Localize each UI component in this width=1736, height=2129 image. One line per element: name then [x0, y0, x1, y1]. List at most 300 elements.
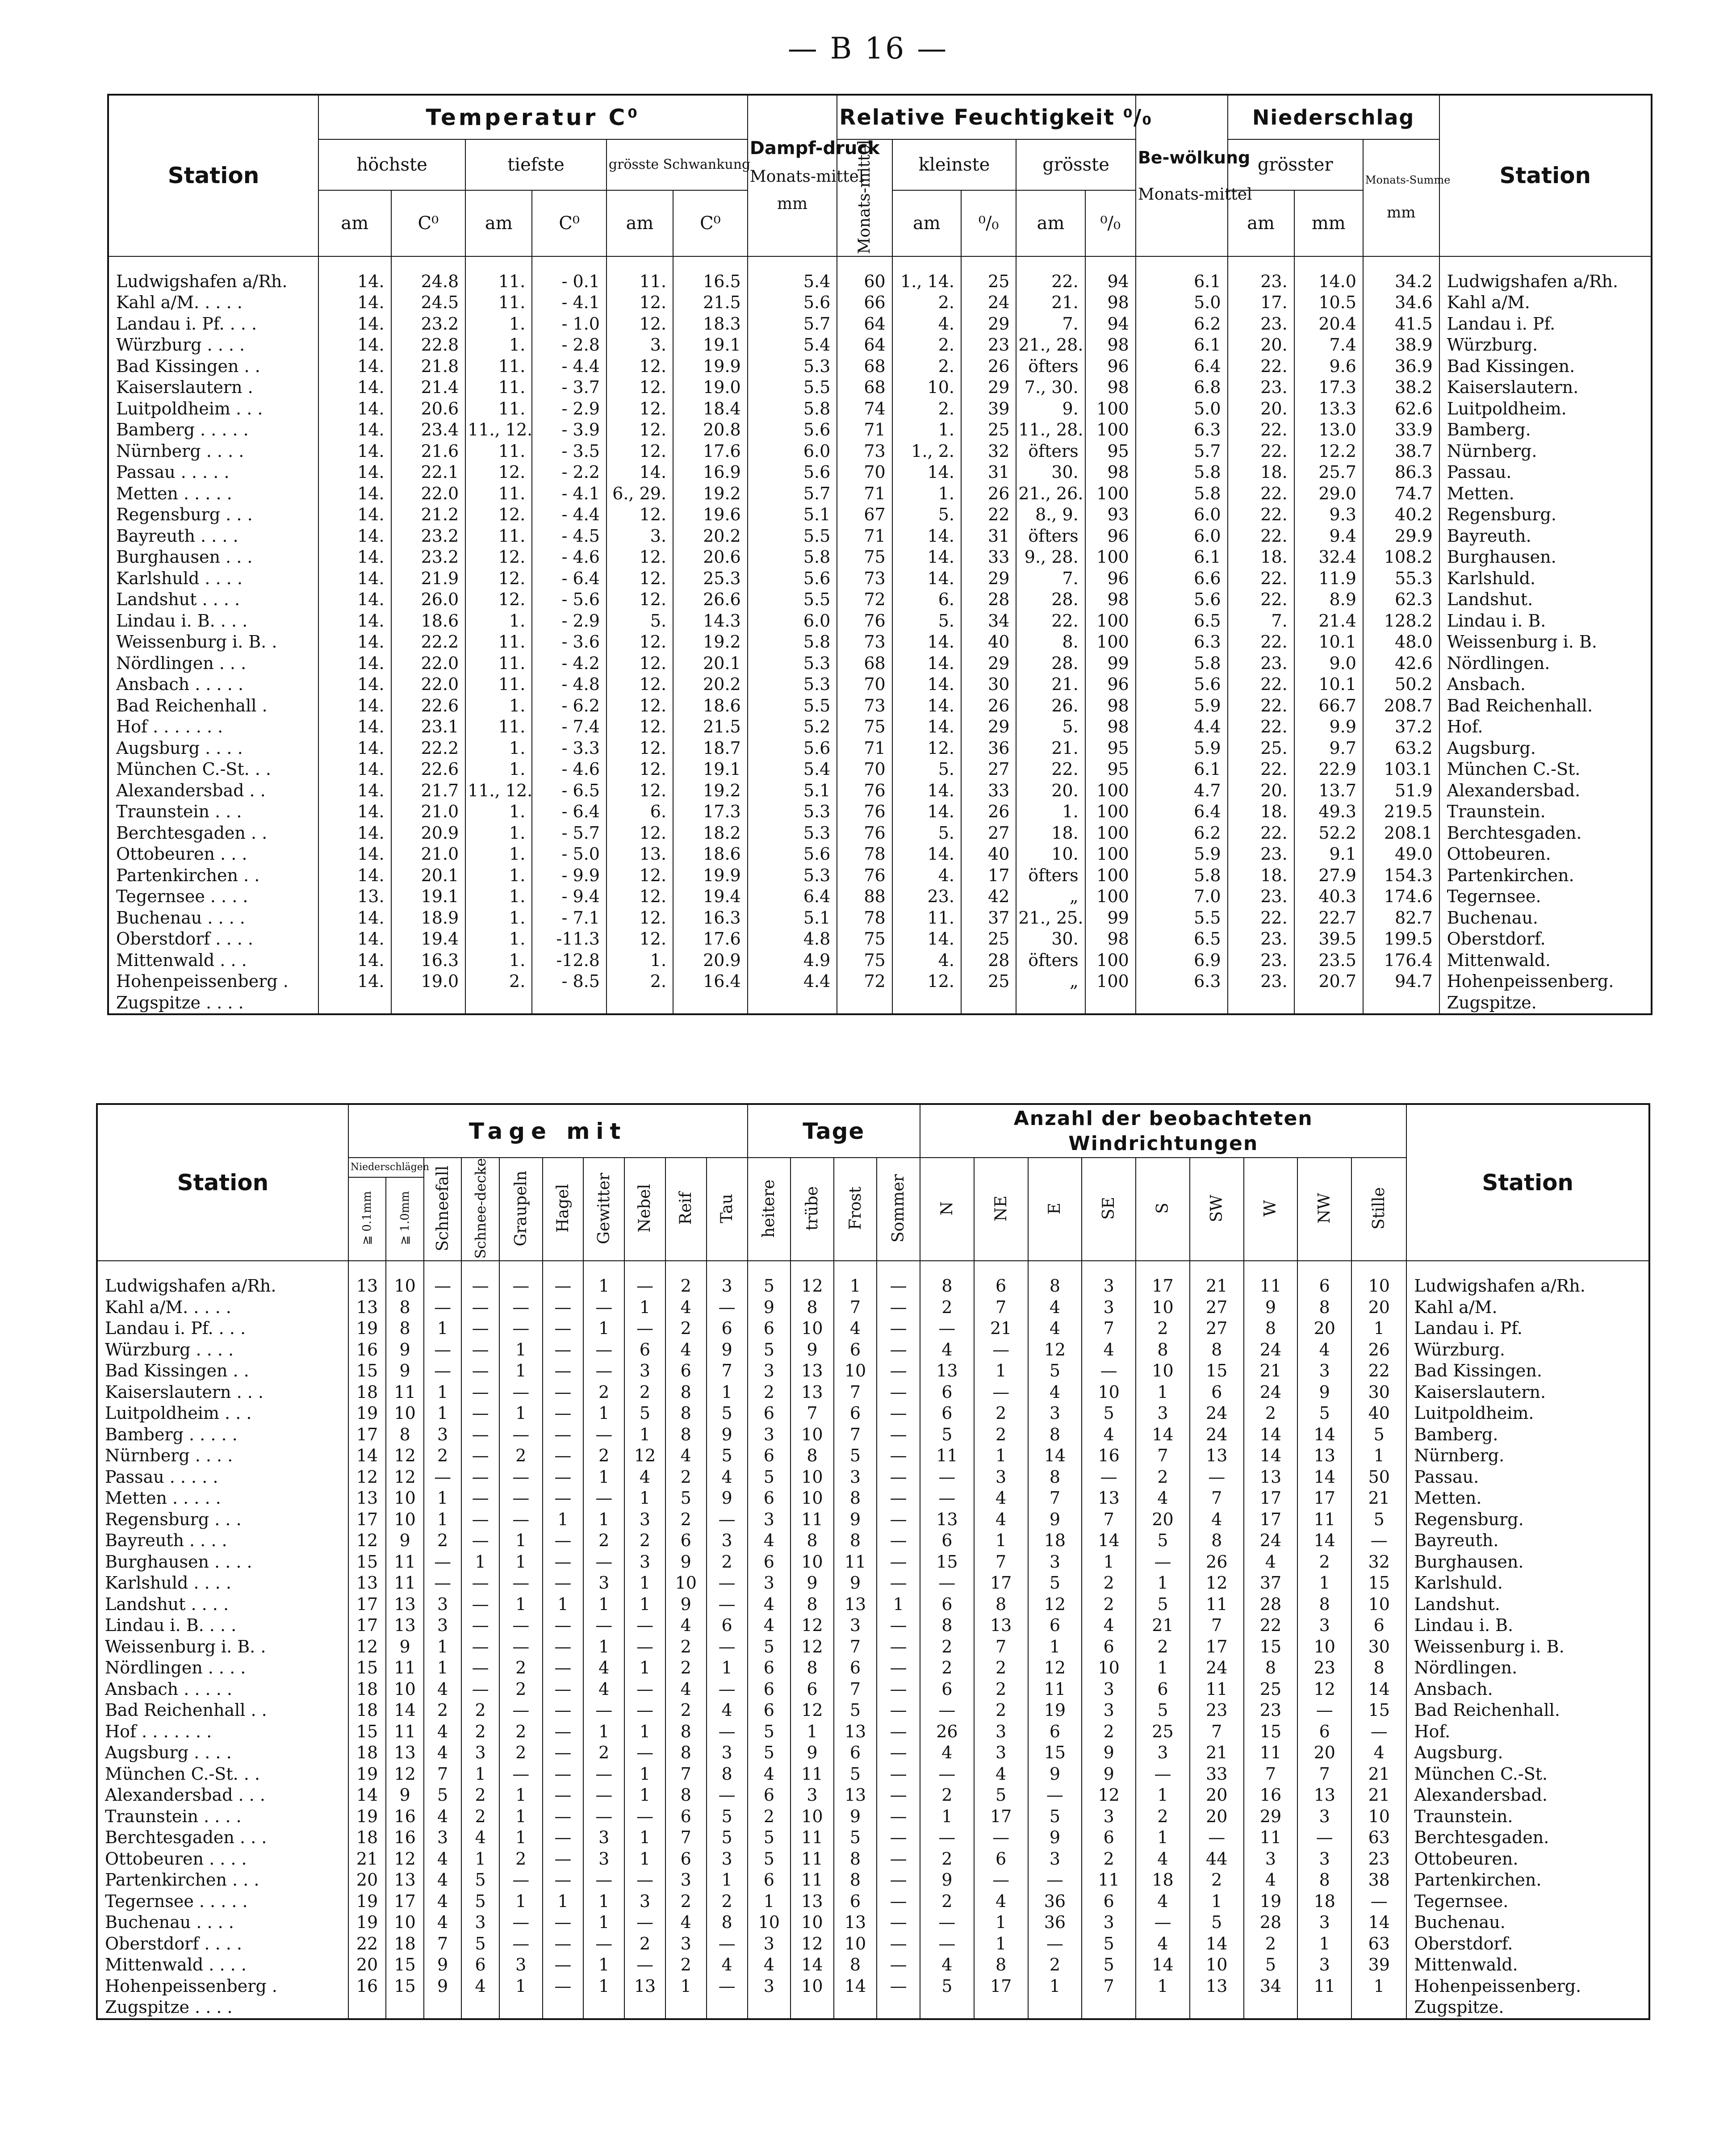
table-cell: 1.: [465, 738, 532, 759]
table-cell: 8: [1297, 1297, 1351, 1318]
wind-n-label: N: [937, 1201, 956, 1216]
table-cell: 154.3: [1363, 865, 1439, 887]
table-cell: 1.: [465, 886, 532, 908]
table-cell: 11.: [465, 292, 532, 314]
table-cell: 15: [1351, 1573, 1406, 1594]
station-name-cell: Landau i. Pf. . . .: [108, 314, 318, 335]
table-cell: 14.: [318, 419, 391, 441]
table-row: [108, 929, 1652, 950]
table-cell: 12: [624, 1445, 665, 1467]
station-name-cell: Nürnberg . . . .: [108, 441, 318, 462]
table-cell: 26.: [1016, 695, 1085, 717]
table-cell: 2: [1136, 1636, 1190, 1658]
table-cell: 18.: [1228, 547, 1294, 568]
table-cell: 15: [348, 1657, 386, 1679]
station-name-cell: München C.-St.: [1406, 1764, 1649, 1785]
table-cell: -11.3: [532, 929, 607, 950]
table-row: [97, 1261, 1649, 1297]
table-cell: 1: [1351, 1445, 1406, 1467]
station-name-cell: Hof . . . . . . .: [97, 1721, 348, 1743]
table-cell: 3: [424, 1424, 462, 1446]
table-cell: 20.8: [673, 419, 748, 441]
table-cell: 100: [1085, 419, 1136, 441]
table-cell: 6.0: [1136, 504, 1228, 526]
table-row: [108, 589, 1652, 611]
table-cell: 9.9: [1294, 716, 1363, 738]
table-cell: 23.1: [391, 716, 466, 738]
monats-summe-label: Monats-Summe: [1365, 173, 1451, 186]
table-cell: 6: [1351, 1615, 1406, 1636]
table-row: [97, 1594, 1649, 1615]
table-cell: 26: [961, 695, 1016, 717]
table-cell: 2: [424, 1700, 462, 1721]
table-cell: 10: [386, 1403, 424, 1424]
table-cell: 5.6: [748, 419, 837, 441]
table-cell: 18.: [1228, 801, 1294, 823]
table-cell: 3: [624, 1509, 665, 1531]
table-cell: 23.2: [391, 526, 466, 547]
table-cell: 27: [961, 759, 1016, 780]
table-cell: 13: [834, 1594, 877, 1615]
table-cell: —: [543, 1933, 584, 1955]
table-cell: 1.: [465, 335, 532, 356]
table-cell: 4: [665, 1339, 707, 1361]
table-cell: 78: [837, 844, 892, 865]
table-cell: 21.2: [391, 504, 466, 526]
table-cell: 75: [837, 716, 892, 738]
table-cell: - 1.0: [532, 314, 607, 335]
table-cell: 7: [834, 1382, 877, 1403]
table-cell: 32: [961, 441, 1016, 462]
table-cell: 20.4: [1294, 314, 1363, 335]
table-cell: 3: [1297, 1615, 1351, 1636]
table-row: [108, 441, 1652, 462]
table-row: [108, 780, 1652, 802]
table-cell: 14.: [318, 908, 391, 929]
table-cell: 12: [386, 1467, 424, 1488]
table-cell: 13: [386, 1615, 424, 1636]
table-cell: —: [543, 1318, 584, 1339]
table-cell: 10: [791, 1912, 834, 1933]
station-name-cell: Regensburg.: [1406, 1509, 1649, 1531]
t2-header-niederschlaegen: Niederschlägen: [348, 1158, 424, 1177]
table-cell: 6: [1190, 1382, 1244, 1403]
table-cell: 1: [624, 1785, 665, 1806]
table-cell: —: [499, 1912, 543, 1933]
table-cell: 14: [348, 1445, 386, 1467]
table-cell: 15: [1244, 1636, 1298, 1658]
table-cell: —: [974, 1382, 1028, 1403]
table-cell: 5: [974, 1785, 1028, 1806]
table-cell: [1297, 1997, 1351, 2019]
table-cell: 2: [1082, 1849, 1136, 1870]
table-cell: [707, 1997, 748, 2019]
table-cell: 24: [1244, 1530, 1298, 1552]
table-cell: 40: [961, 632, 1016, 653]
table-cell: 1: [461, 1552, 499, 1573]
table-row: [108, 865, 1652, 887]
table-cell: 2: [499, 1445, 543, 1467]
table-cell: 98: [1085, 462, 1136, 483]
table-cell: 5.3: [748, 801, 837, 823]
table-row: [97, 1827, 1649, 1849]
table-cell: 11.: [465, 674, 532, 695]
table-cell: 17: [1297, 1488, 1351, 1509]
dampfdruck-mm: mm: [777, 195, 808, 213]
table-cell: 4: [1082, 1615, 1136, 1636]
table-cell: 5: [748, 1827, 791, 1849]
table-cell: —: [583, 1424, 624, 1446]
table-cell: - 9.4: [532, 886, 607, 908]
table-cell: 8: [665, 1382, 707, 1403]
table-cell: —: [877, 1891, 920, 1912]
table-cell: 1: [424, 1488, 462, 1509]
table-cell: 12.: [607, 377, 673, 398]
table-cell: 7: [974, 1636, 1028, 1658]
table-cell: - 7.4: [532, 716, 607, 738]
station-name-cell: Buchenau . . . .: [97, 1912, 348, 1933]
table-cell: 17.3: [1294, 377, 1363, 398]
table-cell: 5.3: [748, 865, 837, 887]
page-number: — B 16 —: [787, 31, 949, 66]
table-cell: 4: [461, 1827, 499, 1849]
table-row: [108, 526, 1652, 547]
table-cell: 11.: [465, 356, 532, 377]
table-cell: 33: [1190, 1764, 1244, 1785]
table-cell: 1: [624, 1424, 665, 1446]
station-name-cell: Alexandersbad . .: [108, 780, 318, 802]
table-cell: [348, 1997, 386, 2019]
table-cell: 21., 26.: [1016, 483, 1085, 505]
table-cell: 32: [1351, 1552, 1406, 1573]
table-cell: 7: [1190, 1615, 1244, 1636]
table-cell: —: [877, 1509, 920, 1531]
table-cell: 8: [1028, 1424, 1082, 1446]
table-cell: 5: [834, 1700, 877, 1721]
table-cell: 5: [748, 1467, 791, 1488]
table-cell: 3: [1082, 1261, 1136, 1297]
table-cell: 11: [920, 1445, 974, 1467]
table-cell: 1.: [607, 950, 673, 971]
table-cell: 6: [920, 1382, 974, 1403]
table-cell: 6.4: [1136, 356, 1228, 377]
table-cell: 2: [583, 1382, 624, 1403]
table-cell: 8: [1190, 1339, 1244, 1361]
table-row: [97, 1403, 1649, 1424]
table-cell: 100: [1085, 780, 1136, 802]
table-cell: 7: [1297, 1764, 1351, 1785]
table-cell: 17.6: [673, 929, 748, 950]
table-cell: 6: [1136, 1679, 1190, 1700]
table-cell: 100: [1085, 398, 1136, 420]
table-cell: 8: [1244, 1657, 1298, 1679]
table-cell: 18.: [1016, 823, 1085, 844]
table-cell: 10: [386, 1488, 424, 1509]
table-cell: 2: [1082, 1721, 1136, 1743]
table-cell: 2: [748, 1382, 791, 1403]
table-cell: 2: [424, 1445, 462, 1467]
table-cell: —: [920, 1933, 974, 1955]
table-cell: 5.4: [748, 335, 837, 356]
table-cell: 40: [961, 844, 1016, 865]
table-cell: 18: [386, 1933, 424, 1955]
table-cell: 4: [665, 1679, 707, 1700]
table-cell: 14.: [318, 801, 391, 823]
table-cell: 6.6: [1136, 568, 1228, 590]
t2-col-schneefall: [424, 1158, 462, 1261]
table-cell: 9: [707, 1339, 748, 1361]
table-cell: 1.: [465, 759, 532, 780]
table-cell: 1: [1136, 1785, 1190, 1806]
table-cell: 4: [665, 1912, 707, 1933]
table-cell: 1: [974, 1445, 1028, 1467]
table-cell: 95: [1085, 759, 1136, 780]
table-cell: —: [624, 1742, 665, 1764]
table-cell: 7: [974, 1552, 1028, 1573]
table-cell: 24.5: [391, 292, 466, 314]
t2-header-tage-mit: Tage mit: [348, 1104, 748, 1158]
station-name-cell: Hof.: [1439, 716, 1652, 738]
table-cell: 7: [834, 1297, 877, 1318]
table-cell: öfters: [1016, 441, 1085, 462]
table-cell: 5.: [892, 611, 961, 632]
table-cell: 1: [624, 1827, 665, 1849]
table-cell: 95: [1085, 441, 1136, 462]
table-cell: 9: [748, 1297, 791, 1318]
table-cell: 6.0: [748, 611, 837, 632]
table-cell: 5.0: [1136, 292, 1228, 314]
table-cell: - 4.4: [532, 356, 607, 377]
table-cell: 52.2: [1294, 823, 1363, 844]
table-cell: 19.0: [391, 971, 466, 992]
table-row: [97, 1360, 1649, 1382]
table-cell: 62.6: [1363, 398, 1439, 420]
table-row: [97, 1530, 1649, 1552]
table-cell: 18.3: [673, 314, 748, 335]
table-row: [108, 568, 1652, 590]
table-cell: 5: [707, 1827, 748, 1849]
table-cell: 76: [837, 823, 892, 844]
table-cell: —: [583, 1615, 624, 1636]
table-cell: 8: [707, 1912, 748, 1933]
table-row: [108, 256, 1652, 293]
table-cell: 26.0: [391, 589, 466, 611]
table-cell: 12: [1028, 1339, 1082, 1361]
station-name-cell: Lindau i. B.: [1406, 1615, 1649, 1636]
col-niederschlag-mm: mm: [1294, 190, 1363, 256]
table-cell: —: [877, 1721, 920, 1743]
t2-col-n: [920, 1158, 974, 1261]
table-cell: 2: [748, 1806, 791, 1828]
table-cell: 20: [1297, 1318, 1351, 1339]
table-cell: 8: [386, 1424, 424, 1446]
table-cell: —: [461, 1424, 499, 1446]
table-cell: 14.: [318, 504, 391, 526]
table-cell: 5.6: [748, 292, 837, 314]
table-cell: 10: [791, 1976, 834, 1997]
table-cell: —: [499, 1764, 543, 1785]
table-cell: 2.: [892, 292, 961, 314]
table-cell: 5.6: [1136, 674, 1228, 695]
t2-col-nebel: [624, 1158, 665, 1261]
table-cell: 22.0: [391, 653, 466, 674]
table-row: [108, 483, 1652, 505]
table-cell: 73: [837, 568, 892, 590]
table-cell: 3: [1082, 1297, 1136, 1318]
table-cell: 73: [837, 632, 892, 653]
table-cell: 17: [348, 1424, 386, 1446]
table-cell: 26: [1190, 1552, 1244, 1573]
table-cell: 2.: [892, 398, 961, 420]
table-cell: 108.2: [1363, 547, 1439, 568]
table-cell: 17: [1244, 1488, 1298, 1509]
table-cell: —: [877, 1297, 920, 1318]
table-cell: 23: [1297, 1657, 1351, 1679]
table-cell: 63: [1351, 1827, 1406, 1849]
table-cell: 11.: [465, 483, 532, 505]
wind-ne-label: NE: [991, 1195, 1010, 1221]
table-cell: 40.3: [1294, 886, 1363, 908]
table-cell: 13: [791, 1891, 834, 1912]
table-cell: —: [461, 1403, 499, 1424]
table-cell: 50.2: [1363, 674, 1439, 695]
table-cell: 2: [461, 1700, 499, 1721]
table-row: [97, 1954, 1649, 1976]
table-cell: 2: [920, 1891, 974, 1912]
table-cell: 28: [961, 589, 1016, 611]
table-cell: 23.: [892, 886, 961, 908]
table-cell: 12.: [607, 865, 673, 887]
table-cell: 7: [424, 1933, 462, 1955]
table-cell: 14.: [318, 483, 391, 505]
t2-col-graupeln: [499, 1158, 543, 1261]
table-cell: 1: [1136, 1657, 1190, 1679]
station-name-cell: Hof . . . . . . .: [108, 716, 318, 738]
table-cell: 7.: [1016, 568, 1085, 590]
table-cell: 5.: [892, 823, 961, 844]
table-cell: 2: [920, 1297, 974, 1318]
table-cell: 76: [837, 865, 892, 887]
table-cell: 18: [348, 1382, 386, 1403]
table-cell: 4: [424, 1806, 462, 1828]
table-cell: 21: [1351, 1764, 1406, 1785]
table-cell: 22.2: [391, 738, 466, 759]
table-cell: 4: [974, 1509, 1028, 1531]
table-cell: 12: [1028, 1594, 1082, 1615]
t2-col-nw: [1297, 1158, 1351, 1261]
table-cell: [1136, 992, 1228, 1015]
table-cell: 11.: [607, 256, 673, 293]
table-cell: —: [1351, 1891, 1406, 1912]
table-cell: [499, 1997, 543, 2019]
table-cell: 5.8: [748, 398, 837, 420]
table-cell: 34: [961, 611, 1016, 632]
table-cell: 1: [583, 1912, 624, 1933]
table-cell: 28.: [1016, 589, 1085, 611]
t2-col-ge01: [348, 1177, 386, 1261]
table-cell: —: [877, 1764, 920, 1785]
table-cell: —: [877, 1912, 920, 1933]
table-cell: 1: [624, 1488, 665, 1509]
table-cell: 4: [1028, 1297, 1082, 1318]
heitere-label: heitere: [760, 1179, 778, 1238]
station-name-cell: München C.-St.: [1439, 759, 1652, 780]
table-cell: 14.: [892, 695, 961, 717]
table-cell: 36.9: [1363, 356, 1439, 377]
table-cell: 4: [583, 1657, 624, 1679]
table-cell: 21: [1244, 1360, 1298, 1382]
table-cell: - 6.5: [532, 780, 607, 802]
table-cell: 22.: [1228, 632, 1294, 653]
table-cell: —: [583, 1870, 624, 1891]
table-cell: 3: [974, 1467, 1028, 1488]
table-cell: 7.0: [1136, 886, 1228, 908]
table-cell: 13: [348, 1573, 386, 1594]
station-name-cell: Traunstein.: [1406, 1806, 1649, 1828]
table-cell: —: [920, 1318, 974, 1339]
table-cell: 19.9: [673, 865, 748, 887]
table-cell: 10: [386, 1261, 424, 1297]
table-cell: —: [424, 1573, 462, 1594]
table-cell: 7: [1190, 1488, 1244, 1509]
table-cell: 19: [348, 1403, 386, 1424]
table-cell: 22.6: [391, 695, 466, 717]
table-cell: 5: [461, 1891, 499, 1912]
table-cell: 11: [1190, 1594, 1244, 1615]
table-cell: 19.2: [673, 483, 748, 505]
table-cell: 18: [1136, 1870, 1190, 1891]
table-cell: 13: [348, 1488, 386, 1509]
station-name-cell: Hohenpeissenberg .: [97, 1976, 348, 1997]
station-name-cell: Regensburg . . .: [97, 1509, 348, 1531]
table-cell: 15: [348, 1721, 386, 1743]
table-cell: [532, 992, 607, 1015]
table-cell: 13: [348, 1297, 386, 1318]
table-cell: —: [543, 1721, 584, 1743]
table-cell: 3: [1136, 1403, 1190, 1424]
table-cell: —: [461, 1530, 499, 1552]
table-cell: 5: [920, 1424, 974, 1446]
table-cell: 4: [974, 1764, 1028, 1785]
table-cell: 17: [1136, 1261, 1190, 1297]
table-cell: 5: [424, 1785, 462, 1806]
table-cell: [386, 1997, 424, 2019]
header-relative-feuchtigkeit: Relative Feuchtigkeit ⁰/₀: [837, 95, 1136, 139]
t2-col-gewitter: [583, 1158, 624, 1261]
table-cell: 23.: [1228, 256, 1294, 293]
table-cell: 1: [461, 1849, 499, 1870]
table-cell: 13: [920, 1509, 974, 1531]
station-name-cell: Traunstein . . . .: [97, 1806, 348, 1828]
table-cell: 12: [1190, 1573, 1244, 1594]
table-cell: 4: [665, 1297, 707, 1318]
station-name-cell: Mittenwald.: [1406, 1954, 1649, 1976]
table-cell: 6.4: [748, 886, 837, 908]
table-cell: 1: [424, 1382, 462, 1403]
table-cell: 22: [348, 1933, 386, 1955]
table-cell: 25.: [1228, 738, 1294, 759]
table-cell: 2: [974, 1403, 1028, 1424]
table-cell: 6.2: [1136, 314, 1228, 335]
table-cell: 63: [1351, 1933, 1406, 1955]
table-cell: —: [920, 1912, 974, 1933]
table1-body: [108, 256, 1652, 1015]
table-cell: 36: [1028, 1891, 1082, 1912]
station-name-cell: Partenkirchen . . .: [97, 1870, 348, 1891]
table-cell: —: [1190, 1827, 1244, 1849]
table-cell: 2: [1136, 1467, 1190, 1488]
table-cell: 24: [1190, 1424, 1244, 1446]
